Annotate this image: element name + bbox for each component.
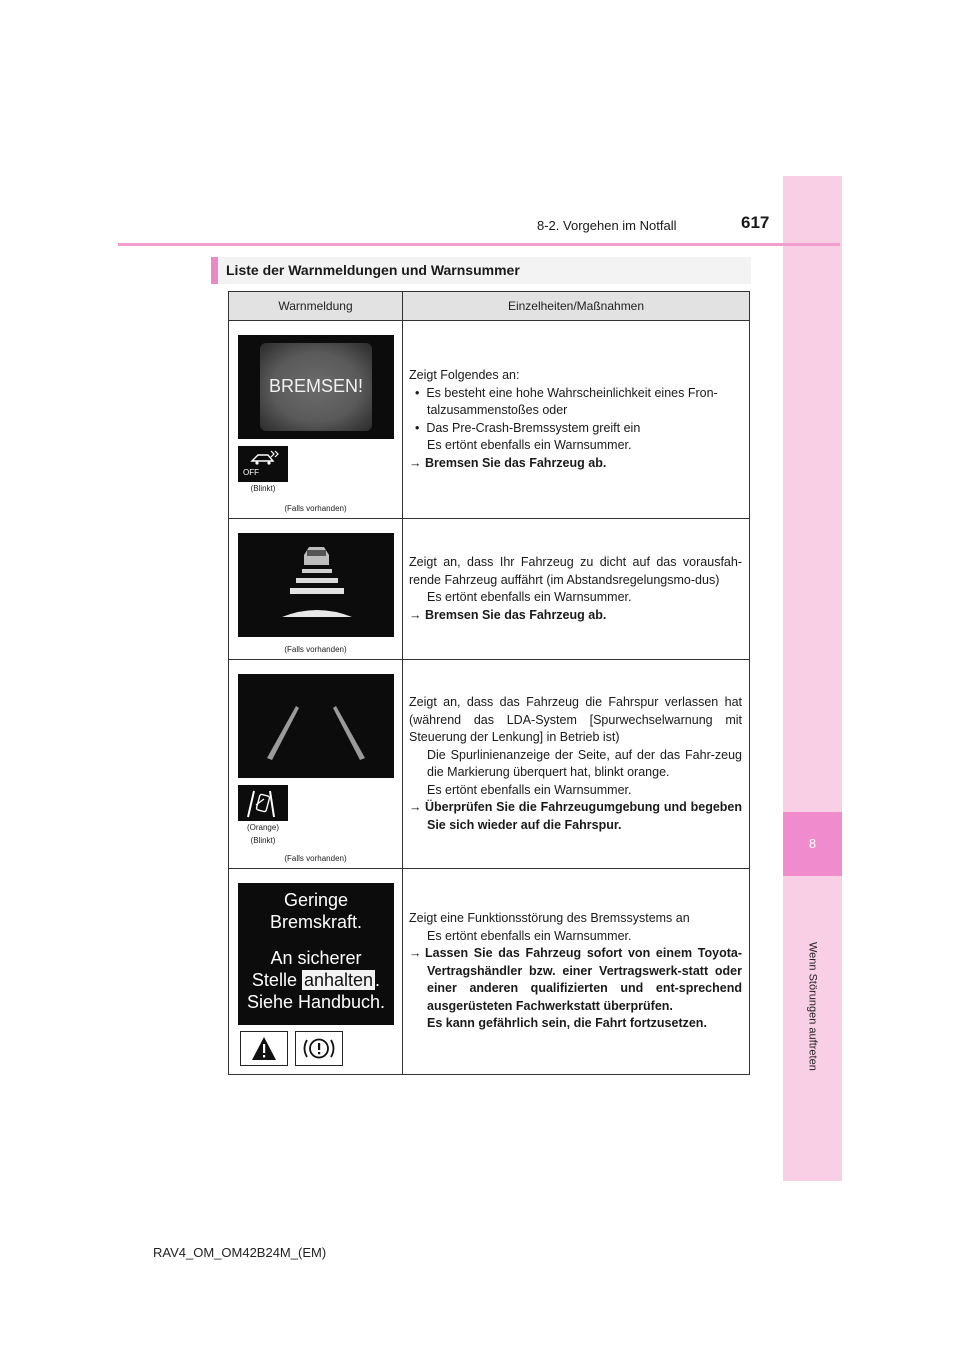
action-instruction: → Überprüfen Sie die Fahrzeugumgebung und begeben Sie sich wieder auf die Fahrspur. bbox=[409, 800, 742, 832]
warning-cell bbox=[229, 519, 403, 660]
warning-cell bbox=[229, 321, 403, 519]
brake-warning-display bbox=[238, 335, 394, 439]
screen-word: Stelle bbox=[251, 970, 297, 990]
warning-sound-note: Es ertönt ebenfalls ein Warnsummer. bbox=[427, 928, 632, 943]
lane-departure-display bbox=[238, 674, 394, 778]
action-text: Bremsen Sie das Fahrzeug ab. bbox=[425, 455, 607, 470]
badge-caption-orange: (Orange) bbox=[246, 823, 279, 832]
screen-line: Geringe bbox=[283, 890, 349, 910]
action-text: Lassen Sie das Fahrzeug sofort von einem Toyota-Vertragshändler bzw. einer Vertragswerk-statt oder einer anderen qualifizierten und ent-sprechend ausgerüsteten Fachwerkstatt überprüfen. bbox=[425, 946, 742, 1013]
action-text: Bremsen Sie das Fahrzeug ab. bbox=[425, 607, 607, 622]
details-cell bbox=[403, 869, 750, 1075]
highlight-word: anhalten bbox=[303, 970, 374, 990]
warning-cell bbox=[229, 869, 403, 1075]
badge-caption-blinkt: (Blinkt) bbox=[250, 836, 276, 845]
screen-line: An sicherer bbox=[270, 948, 362, 968]
warning-sound-note: Es ertönt ebenfalls ein Warnsummer. bbox=[427, 438, 632, 452]
footer-doc-code: RAV4_OM_OM42B24M_(EM) bbox=[153, 1245, 327, 1260]
bullet-text: Es besteht eine hohe Wahrscheinlichkeit eines Fron-talzusammenstoßes oder bbox=[426, 385, 718, 417]
details-cell bbox=[403, 321, 750, 519]
col-header-warning: Warnmeldung bbox=[229, 292, 403, 321]
chapter-title bbox=[783, 876, 842, 1136]
action-warning: Es kann gefährlich sein, die Fahrt fortzusetzen. bbox=[427, 1016, 707, 1031]
lane-lines-icon bbox=[238, 674, 394, 778]
distance-warning-display bbox=[238, 533, 394, 637]
table-row bbox=[229, 660, 750, 869]
vehicle-ahead-icon bbox=[238, 533, 394, 637]
brake-malfunction-display bbox=[238, 883, 394, 1025]
section-reference: 8-2. Vorgehen im Notfall bbox=[537, 218, 677, 233]
action-instruction: → Lassen Sie das Fahrzeug sofort von einem Toyota-Vertragshändler bzw. einer Vertragswerk-statt oder einer anderen qualifizierten und ent-sprechend ausgerüsteten Fachwerkstatt überprüfen. bbox=[409, 946, 742, 1013]
table-row bbox=[229, 869, 750, 1075]
brake-warning-text: BREMSEN! bbox=[268, 376, 364, 396]
warning-cell bbox=[229, 660, 403, 869]
details-lane-indicator: Die Spurlinienanzeige der Seite, auf der das Fahr-zeug die Markierung überquert hat, blinkt orange. bbox=[427, 747, 742, 779]
screen-period: . bbox=[375, 970, 381, 990]
note-falls-vorhanden: (Falls vorhanden) bbox=[284, 645, 347, 654]
lane-departure-icon bbox=[238, 785, 288, 821]
lane-assist-indicator bbox=[238, 785, 288, 821]
warning-triangle-icon bbox=[241, 1032, 287, 1065]
pcs-off-indicator bbox=[238, 446, 288, 482]
note-falls-vorhanden: (Falls vorhanden) bbox=[284, 504, 347, 513]
off-label: OFF bbox=[243, 468, 259, 477]
screen-line: Bremskraft. bbox=[269, 912, 362, 932]
table-header-row bbox=[229, 292, 750, 321]
page-number: 617 bbox=[741, 213, 770, 232]
chapter-number-box bbox=[783, 812, 842, 876]
chapter-title-text: Wenn Störungen auftreten bbox=[806, 941, 819, 1071]
bullet-text: Das Pre-Crash-Bremssystem greift ein bbox=[426, 420, 641, 435]
details-intro: Zeigt Folgendes an: bbox=[409, 368, 520, 382]
details-cell bbox=[403, 519, 750, 660]
warning-sound-note: Es ertönt ebenfalls ein Warnsummer. bbox=[427, 782, 632, 797]
details-intro: Zeigt an, dass Ihr Fahrzeug zu dicht auf das vorausfah-rende Fahrzeug auffährt (im Abstandsregelungsmo-dus) bbox=[409, 555, 742, 587]
list-item: • Das Pre-Crash-Bremssystem greift ein bbox=[415, 420, 641, 435]
brake-system-icon bbox=[296, 1032, 342, 1065]
header-divider bbox=[118, 243, 840, 246]
details-intro: Zeigt an, dass das Fahrzeug die Fahrspur verlassen hat (während das LDA-System [Spurwechselwarnung mit Steuerung der Lenkung] in Betrieb ist) bbox=[409, 695, 742, 744]
table-row bbox=[229, 519, 750, 660]
list-item: • Es besteht eine hohe Wahrscheinlichkeit eines Fron-talzusammenstoßes oder bbox=[415, 385, 718, 417]
master-warning-indicator bbox=[240, 1031, 288, 1066]
section-title: Liste der Warnmeldungen und Warnsummer bbox=[211, 257, 751, 284]
action-text: Überprüfen Sie die Fahrzeugumgebung und begeben Sie sich wieder auf die Fahrspur. bbox=[425, 800, 742, 832]
screen-line: Siehe Handbuch. bbox=[246, 992, 386, 1012]
note-falls-vorhanden: (Falls vorhanden) bbox=[284, 854, 347, 863]
brake-warning-indicator bbox=[295, 1031, 343, 1066]
action-instruction: → Bremsen Sie das Fahrzeug ab. bbox=[409, 455, 607, 470]
action-instruction: → Bremsen Sie das Fahrzeug ab. bbox=[409, 607, 607, 622]
badge-caption-blinkt: (Blinkt) bbox=[250, 484, 276, 493]
warning-table bbox=[228, 291, 750, 1075]
details-cell bbox=[403, 660, 750, 869]
col-header-details: Einzelheiten/Maßnahmen bbox=[403, 292, 750, 321]
details-intro: Zeigt eine Funktionsstörung des Bremssystems an bbox=[409, 911, 690, 926]
chapter-number: 8 bbox=[808, 836, 817, 851]
warning-sound-note: Es ertönt ebenfalls ein Warnsummer. bbox=[427, 590, 632, 604]
screen-line bbox=[238, 969, 394, 991]
table-row bbox=[229, 321, 750, 519]
